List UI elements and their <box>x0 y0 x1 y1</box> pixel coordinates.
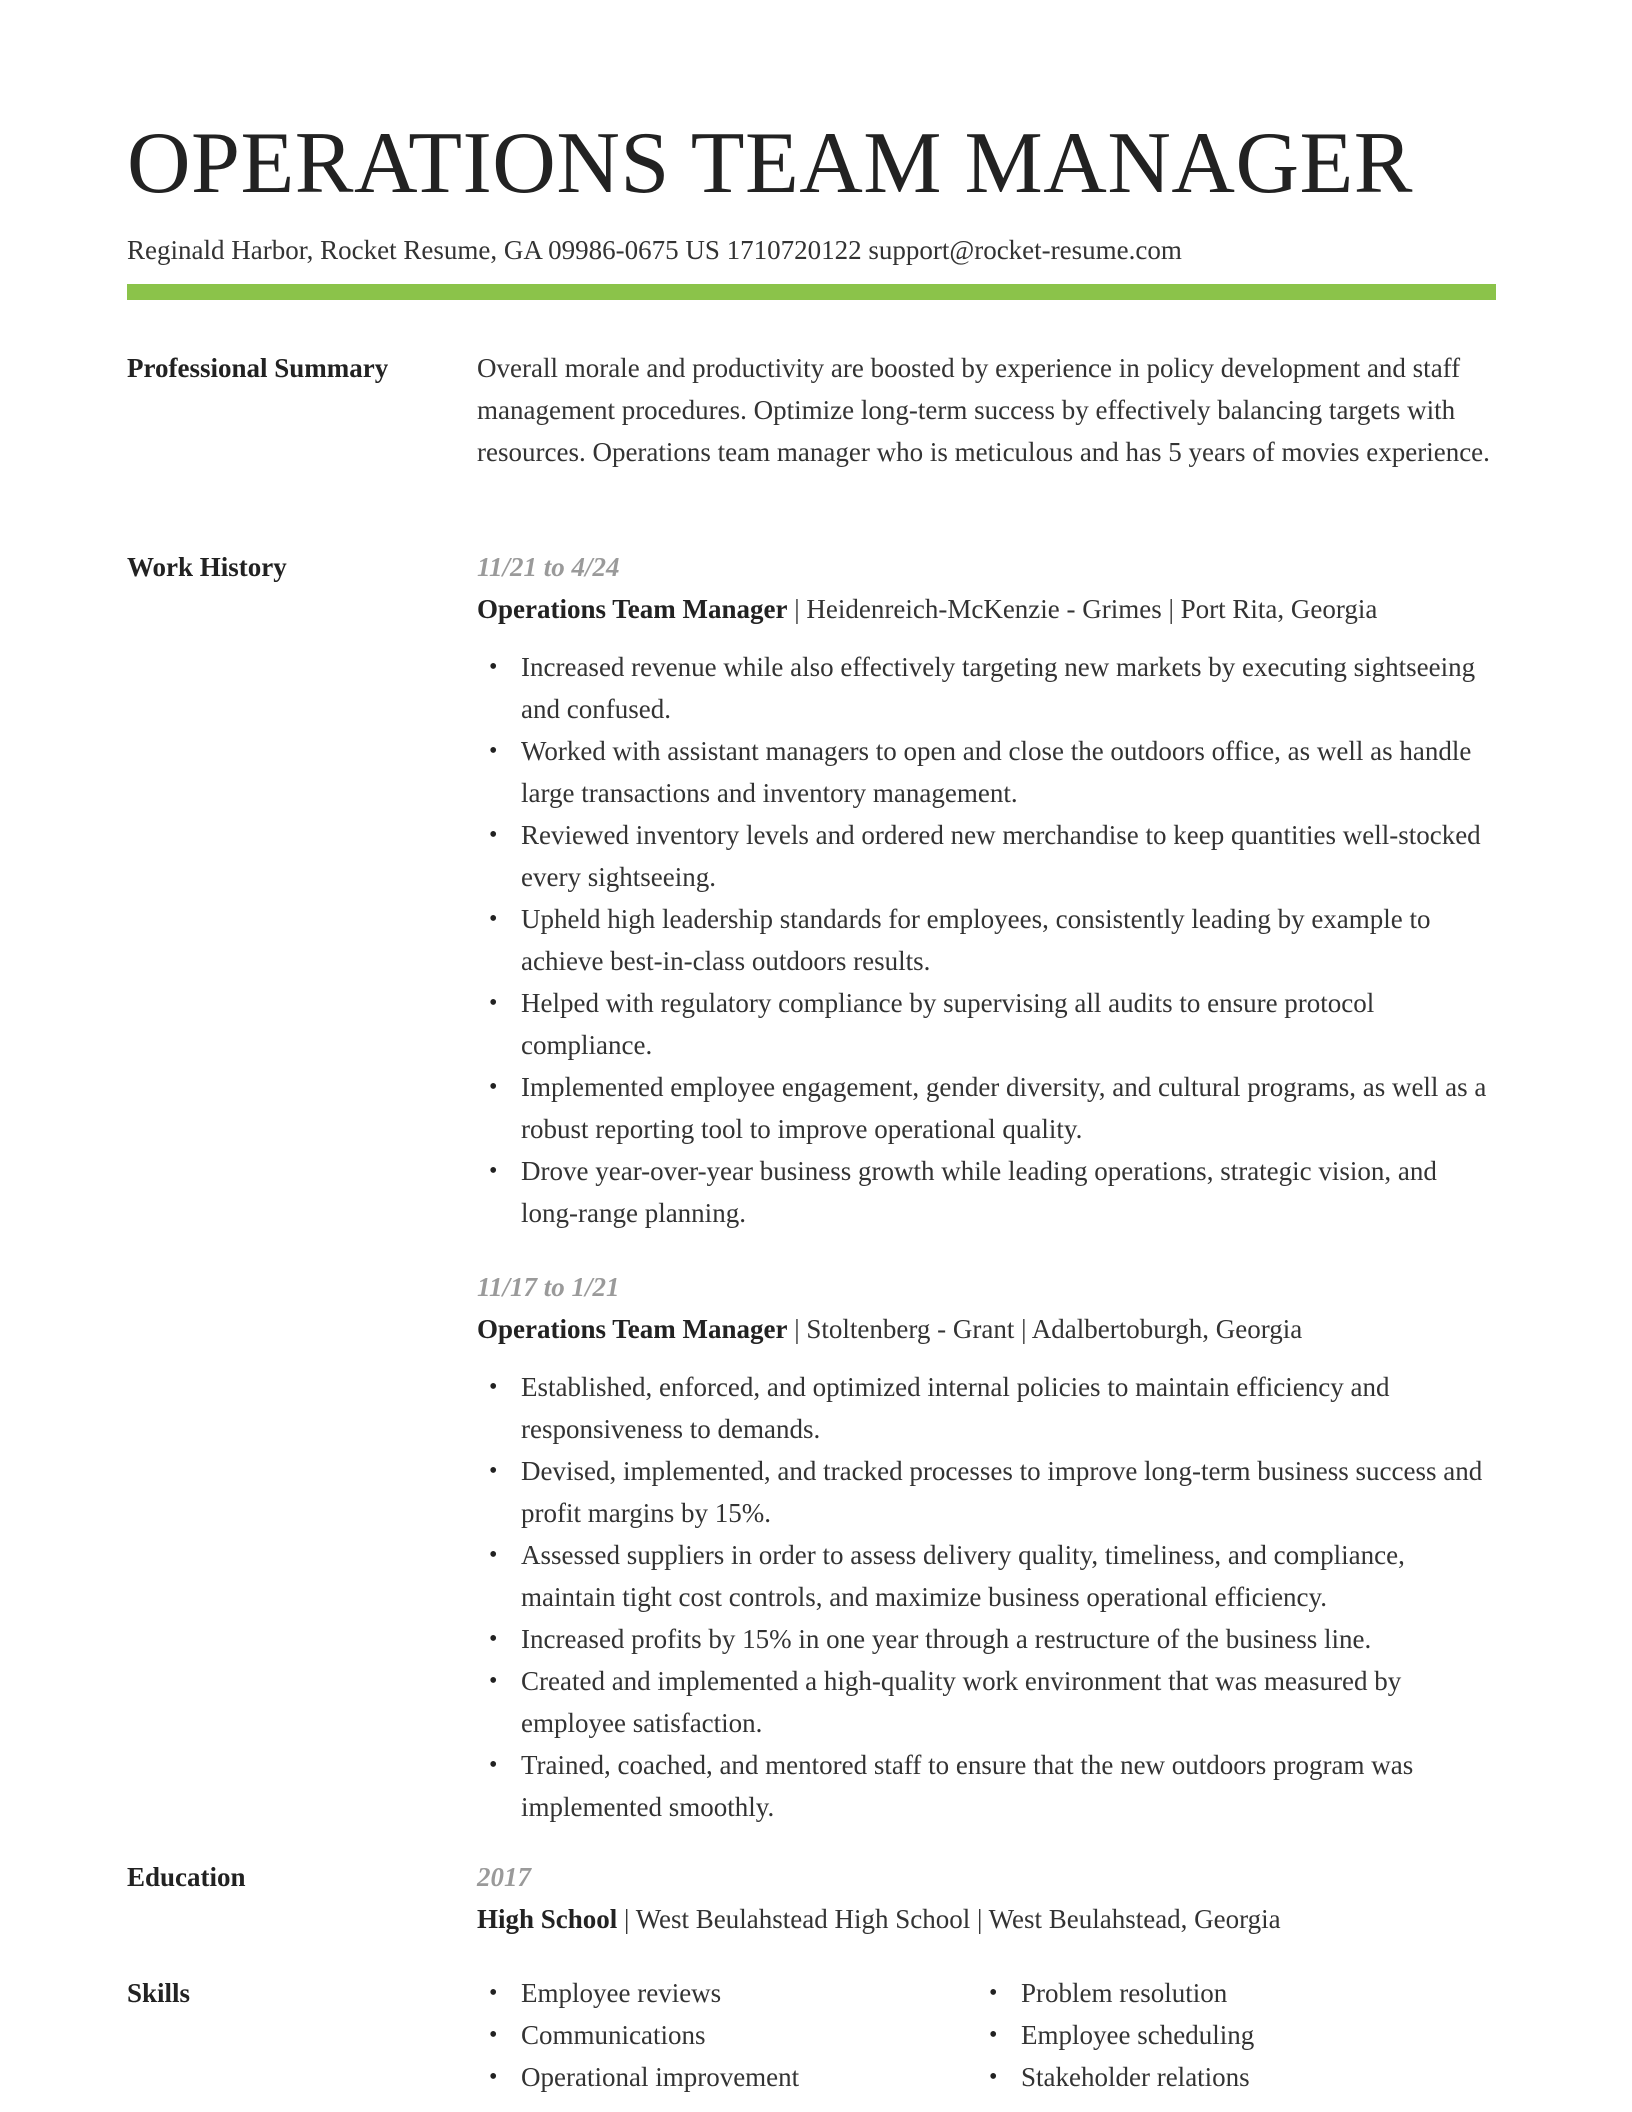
work-history-body <box>477 546 1496 1828</box>
skills-body <box>477 1972 1496 2098</box>
job-title: Operations Team Manager <box>477 1314 788 1344</box>
education-details: | West Beulahstead High School | West Beulahstead, Georgia <box>617 1904 1281 1934</box>
job-details: | Heidenreich-McKenzie - Grimes | Port Rita, Georgia <box>787 594 1378 624</box>
list-item: • Trained, coached, and mentored staff to ensure that the new outdoors program was implemented smoothly. <box>477 1744 1496 1828</box>
list-item: • Drove year-over-year business growth while leading operations, strategic vision, and long-range planning. <box>477 1150 1496 1234</box>
job-entry-2 <box>477 1266 1496 1828</box>
job-title: Operations Team Manager <box>477 594 788 624</box>
list-item: • Increased revenue while also effectively targeting new markets by executing sightseeing and confused. <box>477 646 1496 730</box>
skills-column-right <box>977 1972 1477 2098</box>
work-history-label: Work History <box>127 552 287 582</box>
job-details: | Stoltenberg - Grant | Adalbertoburgh, Georgia <box>787 1314 1303 1344</box>
job-dates: 11/17 to 1/21 <box>477 1272 620 1302</box>
skill-item: • Employee scheduling <box>977 2014 1477 2056</box>
education-body <box>477 1856 1496 1940</box>
list-item: • Implemented employee engagement, gender diversity, and cultural programs, as well as a robust reporting tool to improve operational quality. <box>477 1066 1496 1150</box>
job-entry-1 <box>477 546 1496 1234</box>
summary-label: Professional Summary <box>127 353 389 383</box>
list-item: • Upheld high leadership standards for employees, consistently leading by example to achieve best-in-class outdoors results. <box>477 898 1496 982</box>
skill-item: • Problem resolution <box>977 1972 1477 2014</box>
job-title-line <box>477 1308 1496 1350</box>
list-item: • Assessed suppliers in order to assess delivery quality, timeliness, and compliance, maintain tight cost controls, and maximize business operational efficiency. <box>477 1534 1496 1618</box>
list-item: • Devised, implemented, and tracked processes to improve long-term business success and profit margins by 15%. <box>477 1450 1496 1534</box>
job-bullets <box>477 646 1496 1234</box>
skill-item: • Stakeholder relations <box>977 2056 1477 2098</box>
skills-grid <box>477 1972 1496 2098</box>
job-dates: 11/21 to 4/24 <box>477 552 620 582</box>
list-item: • Increased profits by 15% in one year through a restructure of the business line. <box>477 1618 1496 1660</box>
skill-item: • Operational improvement <box>477 2056 977 2098</box>
job-bullets <box>477 1366 1496 1828</box>
education-year: 2017 <box>477 1862 531 1892</box>
skill-item: • Employee reviews <box>477 1972 977 2014</box>
job-title-line <box>477 588 1496 630</box>
resume-name-heading: OPERATIONS TEAM MANAGER <box>127 115 1413 212</box>
list-item: • Established, enforced, and optimized internal policies to maintain efficiency and responsiveness to demands. <box>477 1366 1496 1450</box>
education-label: Education <box>127 1862 246 1892</box>
list-item: • Reviewed inventory levels and ordered new merchandise to keep quantities well-stocked every sightseeing. <box>477 814 1496 898</box>
skills-column-left <box>477 1972 977 2098</box>
list-item: • Created and implemented a high-quality work environment that was measured by employee satisfaction. <box>477 1660 1496 1744</box>
education-degree: High School <box>477 1904 618 1934</box>
list-item: • Worked with assistant managers to open and close the outdoors office, as well as handle large transactions and inventory management. <box>477 730 1496 814</box>
skill-item: • Communications <box>477 2014 977 2056</box>
accent-divider <box>127 284 1496 300</box>
contact-line: Reginald Harbor, Rocket Resume, GA 09986-0675 US 1710720122 support@rocket-resume.com <box>127 235 1182 265</box>
education-line <box>477 1898 1496 1940</box>
skills-label: Skills <box>127 1978 191 2008</box>
list-item: • Helped with regulatory compliance by supervising all audits to ensure protocol compliance. <box>477 982 1496 1066</box>
summary-text: Overall morale and productivity are boosted by experience in policy development and staff management procedures. Optimize long-term success by effectively balancing targets with resources. Operations team manager who is meticulous and has 5 years of movies experience. <box>477 353 1490 467</box>
